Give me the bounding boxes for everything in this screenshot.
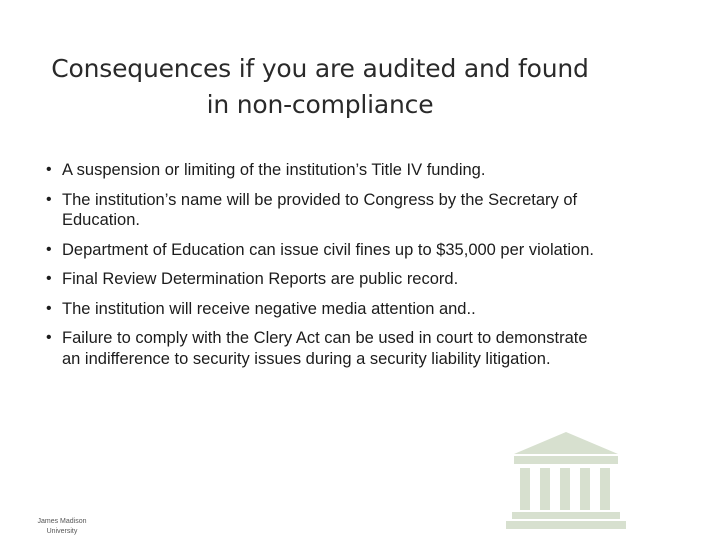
building-columns-icon (506, 430, 626, 530)
bullet-text: The institution will receive negative media attention and.. (62, 299, 476, 318)
bullet-dot: • (46, 270, 52, 287)
slide-title (20, 51, 620, 123)
bullet-item (46, 328, 606, 369)
bullet-text: A suspension or limiting of the institution’s Title IV funding. (62, 161, 486, 179)
title-line-2: in non-compliance (206, 89, 434, 119)
bullet-item (46, 190, 606, 231)
footer-university-name (22, 517, 102, 537)
bullet-dot: • (46, 329, 52, 346)
bullet-text: The institution’s name will be provided to Congress by the Secretary of Education. (62, 190, 578, 229)
bullet-list (46, 160, 606, 378)
bullet-text: Failure to comply with the Clery Act can be used in court to demonstrate an indifference to security issues during a security liability litigation. (62, 329, 588, 368)
bullet-item (46, 240, 606, 261)
bullet-text: Final Review Determination Reports are public record. (62, 270, 459, 288)
bullet-text: Department of Education can issue civil fines up to $35,000 per violation. (62, 240, 594, 259)
title-line-1: Consequences if you are audited and found (51, 53, 589, 83)
footer-line-1: James Madison (37, 518, 87, 525)
bullet-dot: • (46, 299, 52, 317)
bullet-item (46, 299, 606, 320)
bullet-item (46, 160, 606, 181)
bullet-item (46, 269, 606, 290)
bullet-dot: • (46, 190, 52, 208)
footer-line-2: University (46, 528, 78, 535)
bullet-dot: • (46, 240, 52, 258)
bullet-dot: • (46, 161, 52, 178)
